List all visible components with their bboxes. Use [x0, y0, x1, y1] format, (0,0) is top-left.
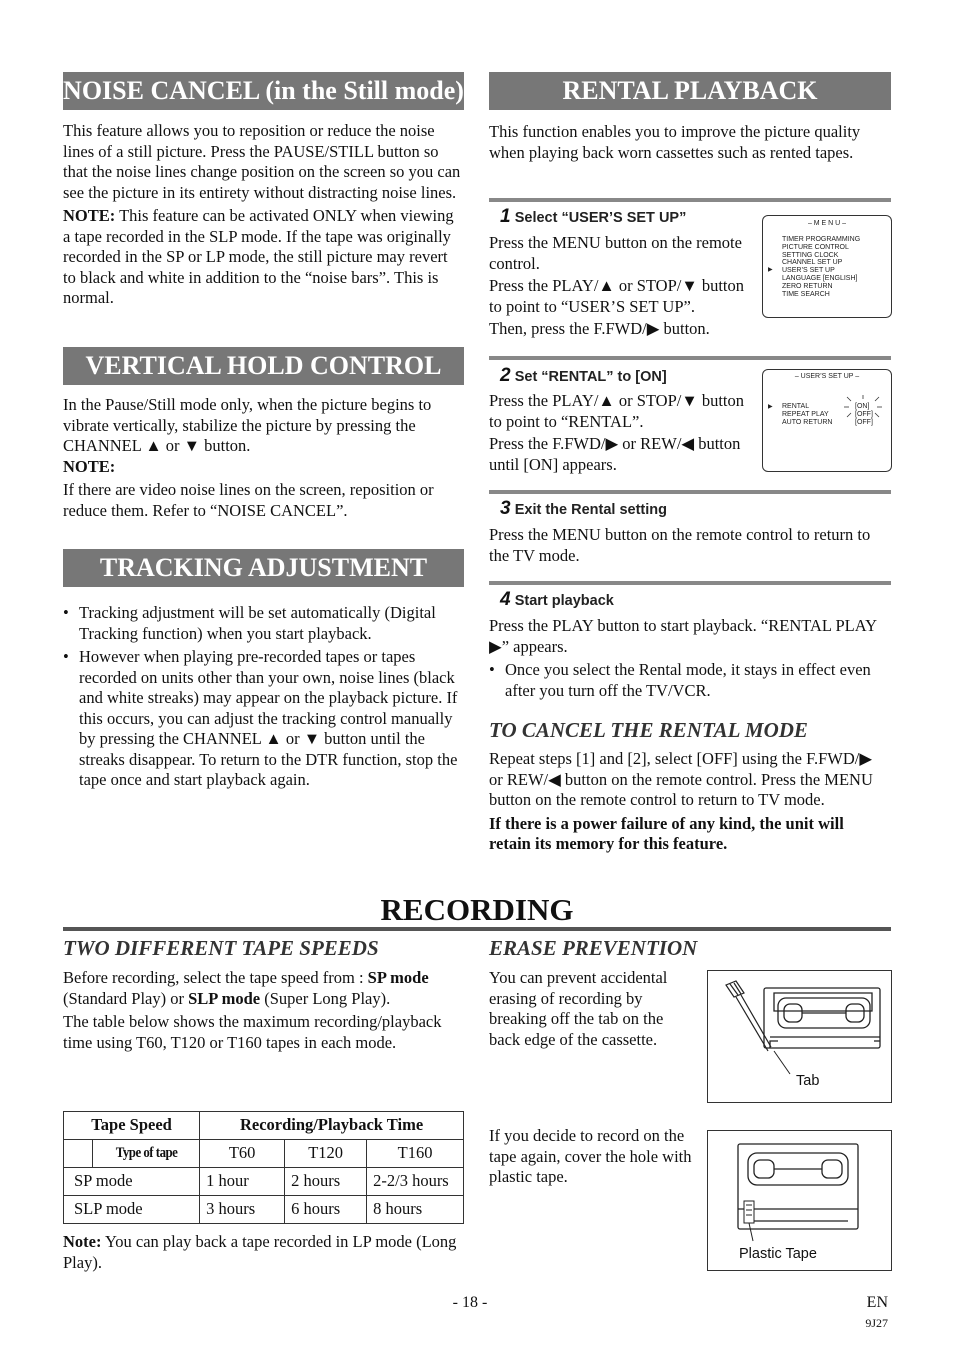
- menu-value: [OFF]: [855, 410, 873, 418]
- note-label: NOTE:: [63, 206, 116, 225]
- users-setup-osd-title: – USER’S SET UP –: [794, 373, 860, 380]
- cassette-tab-figure: [707, 970, 892, 1103]
- speeds-title: TWO DIFFERENT TAPE SPEEDS: [63, 936, 379, 960]
- menu-item: ZERO RETURN: [782, 282, 833, 290]
- step-divider: [489, 356, 891, 360]
- step-divider: [489, 581, 891, 585]
- menu-item: SETTING CLOCK: [782, 251, 839, 259]
- step-line: Press the MENU button on the remote control.: [489, 233, 742, 273]
- table-row: [64, 1168, 464, 1196]
- step-2-heading: [500, 366, 760, 388]
- noise-cancel-note: [63, 206, 464, 309]
- users-setup-osd: [762, 369, 892, 472]
- menu-item: TIME SEARCH: [782, 290, 830, 298]
- noise-cancel-body: This feature allows you to reposition or reduce the noise lines of a still picture. Press the PAUSE/STILL button so that the noise lines change position on the screen so you can see the picture in its entirety without distracting noise lines.: [63, 121, 461, 202]
- speeds-section: [63, 968, 464, 1053]
- type-of-tape-label: Type of tape: [100, 1140, 192, 1168]
- table-cell: SP mode: [64, 1168, 200, 1196]
- cancel-rental-section: [489, 749, 889, 855]
- step-divider: [489, 198, 891, 202]
- table-header: Recording/Playback Time: [200, 1112, 464, 1140]
- step-1-heading: [500, 207, 760, 229]
- menu-item: TIMER PROGRAMMING: [782, 236, 861, 243]
- note-label: Note:: [63, 1232, 102, 1251]
- menu-item: RENTAL: [782, 403, 810, 410]
- step-number: 2: [500, 365, 511, 386]
- step-number: 1: [500, 206, 511, 227]
- step-title: Set “RENTAL” to [ON]: [514, 369, 667, 385]
- step-1-body: [489, 233, 754, 340]
- table-header-row: [64, 1112, 464, 1140]
- menu-item: LANGUAGE [ENGLISH]: [782, 274, 858, 282]
- vertical-hold-note-label: NOTE:: [63, 456, 116, 476]
- cancel-rental-title: TO CANCEL THE RENTAL MODE: [489, 718, 808, 742]
- table-cell: 2-2/3 hours: [367, 1168, 464, 1196]
- menu-item: PICTURE CONTROL: [782, 243, 849, 251]
- step-number: 4: [500, 589, 511, 610]
- speeds-p2: The table below shows the maximum recording/playback time using T60, T120 or T160 tapes in each mode.: [63, 1012, 442, 1052]
- step-line: Press the PLAY/▲ or STOP/▼ button to point to “RENTAL”.: [489, 391, 744, 431]
- step-3-body: Press the MENU button on the remote control to return to the TV mode.: [489, 525, 871, 565]
- cancel-rental-text: Repeat steps [1] and [2], select [OFF] using the F.FWD/▶ or REW/◀ button on the remote control. Press the MENU button on the remote control to return to TV mode.: [489, 749, 873, 809]
- step-title: Exit the Rental setting: [514, 502, 667, 518]
- step-line: Press the F.FWD/▶ or REW/◀ button until [ON] appears.: [489, 434, 741, 474]
- step-4-heading: [500, 590, 880, 612]
- language-code: EN: [866, 1294, 888, 1311]
- tracking-title: TRACKING ADJUSTMENT: [63, 549, 464, 587]
- table-cell: T120: [285, 1140, 367, 1168]
- step-line: Press the PLAY button to start playback. “RENTAL PLAY ▶” appears.: [489, 616, 877, 656]
- table-cell: SLP mode: [64, 1196, 200, 1224]
- menu-osd: [762, 215, 892, 318]
- step-bullet: • Once you select the Rental mode, it stays in effect even after you turn off the TV/VCR.: [489, 660, 889, 701]
- recording-title: RECORDING: [380, 892, 574, 927]
- table-cell: 2 hours: [285, 1168, 367, 1196]
- tracking-bullet: • Tracking adjustment will be set automatically (Digital Tracking function) when you start playback.: [63, 603, 464, 644]
- power-note: If there is a power failure of any kind, the unit will retain its memory for this feature.: [489, 813, 844, 853]
- cursor-arrow-icon: ▶: [768, 267, 773, 273]
- menu-osd-items: [782, 236, 860, 298]
- cassette-plastic-figure: [707, 1130, 892, 1271]
- text-span: (Standard Play) or: [63, 988, 189, 1008]
- table-cell: 3 hours: [200, 1196, 285, 1224]
- vertical-hold-title: VERTICAL HOLD CONTROL: [63, 347, 464, 385]
- recording-note: [63, 1232, 464, 1273]
- vertical-hold-section: [63, 395, 464, 521]
- table-row: [64, 1140, 464, 1168]
- vertical-hold-body: In the Pause/Still mode only, when the picture begins to vibrate vertically, stabilize the picture by pressing the CHANNEL ▲ or ▼ button.: [63, 395, 432, 455]
- users-setup-items: [782, 403, 832, 426]
- table-cell: 6 hours: [285, 1196, 367, 1224]
- step-title: Select “USER’S SET UP”: [514, 210, 687, 226]
- slp-mode-label: SLP mode: [188, 988, 261, 1008]
- note-text: You can play back a tape recorded in LP mode (Long Play).: [63, 1232, 457, 1272]
- step-divider: [489, 490, 891, 494]
- table-row: [64, 1196, 464, 1224]
- step-4-body: [489, 616, 889, 701]
- table-cell: T60: [200, 1140, 285, 1168]
- noise-cancel-title: NOISE CANCEL (in the Still mode): [63, 72, 464, 110]
- step-number: 3: [500, 498, 511, 519]
- recording-rule: [63, 927, 891, 931]
- blink-rays-icon: [843, 395, 883, 419]
- speeds-p1: [63, 968, 464, 1009]
- cursor-arrow-icon: ▶: [768, 404, 773, 410]
- menu-value: [ON]: [855, 403, 870, 410]
- step-2-body: [489, 391, 754, 475]
- text-span: (Super Long Play).: [260, 988, 391, 1008]
- step-line: Then, press the F.FWD/▶ button.: [489, 319, 710, 338]
- rental-intro: This function enables you to improve the picture quality when playing back worn cassettes such as rented tapes.: [489, 122, 861, 162]
- menu-osd-title: – M E N U –: [807, 220, 847, 227]
- menu-item: REPEAT PLAY: [782, 410, 829, 418]
- plastic-tape-label: Plastic Tape: [739, 1246, 817, 1262]
- menu-item: CHANNEL SET UP: [782, 259, 843, 267]
- tab-label: Tab: [796, 1073, 820, 1089]
- table-header: Tape Speed: [64, 1112, 200, 1140]
- tracking-section: [63, 603, 464, 791]
- menu-item: USER’S SET UP: [782, 267, 835, 275]
- table-cell: T160: [367, 1140, 464, 1168]
- rental-title: RENTAL PLAYBACK: [489, 72, 891, 110]
- note-text: This feature can be activated ONLY when viewing a tape recorded in the SLP mode. If the tape was originally recorded in the SP or LP mode, the still picture may revert to black and white in addition to the “noise bars”. This is normal.: [63, 206, 454, 307]
- erase-title: ERASE PREVENTION: [489, 936, 698, 960]
- table-cell: 1 hour: [200, 1168, 285, 1196]
- model-code: 9J27: [865, 1316, 888, 1330]
- tape-speed-table: [63, 1111, 464, 1224]
- text-span: Before recording, select the tape speed from :: [63, 968, 368, 987]
- tracking-bullet: • However when playing pre-recorded tapes or tapes recorded on units other than your own, noise lines (black and white streaks) may appear on the playback picture. If this occurs, you can adjust the tracking control manually by pressing the CHANNEL ▲ or ▼ button until the streaks disappear. To return to the DTR function, stop the tape once and start playback again.: [63, 647, 464, 791]
- sp-mode-label: SP mode: [367, 968, 429, 987]
- menu-value: [OFF]: [855, 418, 873, 426]
- vertical-hold-note-text: If there are video noise lines on the screen, reposition or reduce them. Refer to “NOISE CANCEL”.: [63, 480, 434, 520]
- erase-p1: You can prevent accidental erasing of recording by breaking off the tab on the back edge of the cassette.: [489, 968, 668, 1049]
- menu-item: AUTO RETURN: [782, 418, 833, 426]
- table-cell: 8 hours: [367, 1196, 464, 1224]
- table-cell: [64, 1140, 93, 1168]
- page-number: - 18 -: [452, 1294, 488, 1311]
- erase-p2: If you decide to record on the tape again, cover the hole with plastic tape.: [489, 1126, 692, 1186]
- step-line: Press the PLAY/▲ or STOP/▼ button to point to “USER’S SET UP”.: [489, 276, 744, 316]
- noise-cancel-section: [63, 121, 464, 309]
- step-title: Start playback: [514, 593, 614, 609]
- step-3-heading: [500, 499, 880, 521]
